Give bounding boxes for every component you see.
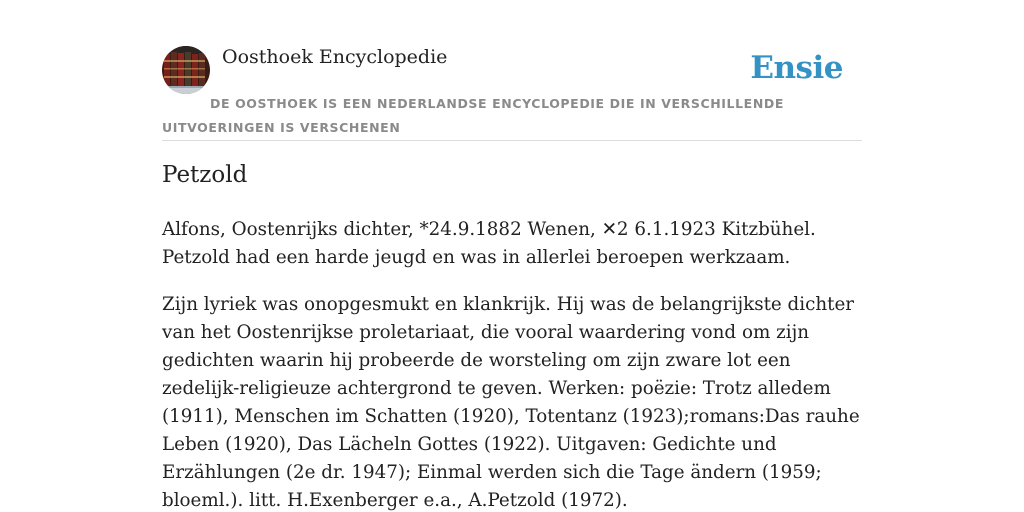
article-title: Petzold bbox=[162, 162, 248, 188]
article-body bbox=[162, 216, 867, 512]
bookshelf-avatar-icon[interactable] bbox=[162, 46, 210, 94]
site-name[interactable]: Oosthoek Encyclopedie bbox=[222, 46, 448, 68]
site-header bbox=[162, 44, 862, 141]
brand-logo[interactable]: Ensie bbox=[750, 50, 843, 86]
article-paragraph: Zijn lyriek was onopgesmukt en klankrijk. Hij was de belangrijkste dichter van het Oostenrijkse proletariaat, die vooral waardering vond om zijn gedichten waarin hij probeerde de worsteling om zijn zware lot een zedelijk-religieuze achtergrond te geven. Werken: poëzie: Trotz alledem (1911), Menschen im Schatten (1920), Totentanz (1923);romans:Das rauhe Leben (1920), Das Lächeln Gottes (1922). Uitgaven: Gedichte und Erzählungen (2e dr. 1947); Einmal werden sich die Tage ändern (1959; bloeml.). litt. H.Exenberger e.a., A.Petzold (1972). bbox=[162, 294, 860, 511]
article-paragraph: Alfons, Oostenrijks dichter, *24.9.1882 Wenen, ✕2 6.1.1923 Kitzbühel. Petzold had een harde jeugd en was in allerlei beroepen werkzaam. bbox=[162, 219, 816, 268]
site-tagline: DE OOSTHOEK IS EEN NEDERLANDSE ENCYCLOPEDIE DIE IN VERSCHILLENDE UITVOERINGEN IS VERSCHENEN bbox=[162, 96, 784, 135]
